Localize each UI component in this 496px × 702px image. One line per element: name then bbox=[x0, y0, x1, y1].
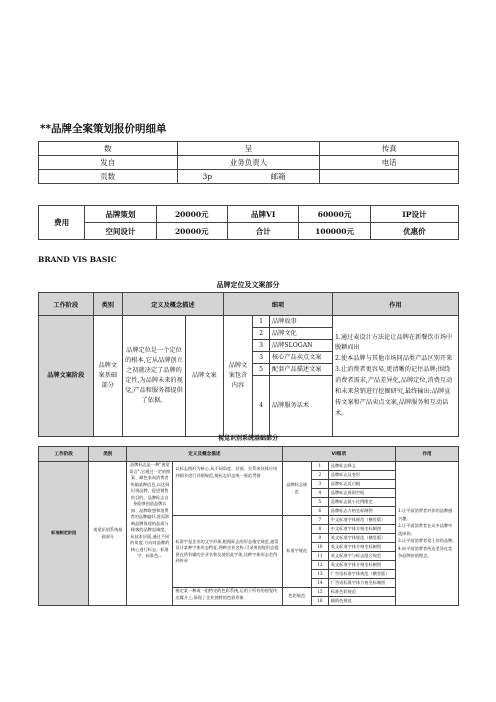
item-no: 8 bbox=[311, 525, 328, 534]
item-name: 品牌标志及变形 bbox=[328, 471, 395, 480]
item-name: 品牌服务话术 bbox=[269, 376, 332, 437]
item-no: 16 bbox=[311, 597, 328, 606]
item-name: 品牌故事 bbox=[269, 316, 332, 328]
category-cell: 视觉识别系统基础部分 bbox=[89, 462, 127, 606]
table-header-row bbox=[39, 447, 459, 462]
item-no: 2 bbox=[311, 471, 328, 480]
fee-cell: 合计 bbox=[227, 223, 298, 240]
item-no: 13 bbox=[311, 570, 328, 579]
item-no: 12 bbox=[311, 561, 328, 570]
col-header: 定义及概念描述 bbox=[127, 447, 282, 462]
fee-cell: 优惠价 bbox=[370, 223, 458, 240]
item-no: 10 bbox=[311, 543, 328, 552]
copywriting-table bbox=[38, 292, 459, 437]
item-name: 配套产品描述文案 bbox=[269, 364, 332, 376]
item-no: 2 bbox=[253, 328, 270, 340]
info-cell bbox=[320, 170, 459, 184]
info-cell: 发自 bbox=[39, 156, 178, 170]
section1-title: 品牌定位及文案部分 bbox=[216, 281, 280, 289]
item-no: 5 bbox=[311, 498, 328, 507]
info-row bbox=[39, 142, 459, 156]
col-header: 工作阶段 bbox=[39, 293, 94, 316]
fee-cell: 60000元 bbox=[299, 206, 370, 223]
table-row bbox=[39, 462, 459, 471]
item-name: 辅助色规范 bbox=[328, 597, 395, 606]
fee-cell: IP设计 bbox=[370, 206, 458, 223]
item-name: 广告语标准字体方格坐标制图 bbox=[328, 579, 395, 588]
item-name: 英文标准字体规范（横竖版） bbox=[328, 534, 395, 543]
item-name: 品牌SLOGAN bbox=[269, 340, 332, 352]
effect-cell: 1.让平面消费者对你的品牌感兴趣; 2.让平面消费者在众多品牌中选择你; 3.让平面消费者爱上你的品牌; 4.向平面消费者传达差异化竞争品牌价值理念。 bbox=[395, 462, 458, 606]
table-header-row bbox=[39, 293, 459, 316]
fee-cell: 空间设计 bbox=[85, 223, 156, 240]
item-no: 5 bbox=[253, 364, 270, 376]
group-label: 标准字规范 bbox=[282, 516, 311, 588]
item-no: 9 bbox=[311, 534, 328, 543]
info-cell: 页数 bbox=[39, 170, 178, 184]
item-name: 核心产品卖点文案 bbox=[269, 352, 332, 364]
stage-cell: 品牌文案阶段 bbox=[39, 316, 94, 437]
item-no: 3 bbox=[253, 340, 270, 352]
item-name: 品牌标志周围空间 bbox=[328, 489, 395, 498]
subcategory-cell: 品牌文案 bbox=[185, 316, 223, 437]
item-name: 英文标准字体方格坐标制图 bbox=[328, 543, 395, 552]
info-cell: 3p bbox=[177, 170, 237, 184]
group-label: 品牌标志规范 bbox=[282, 462, 311, 516]
info-cell: 传真 bbox=[320, 142, 459, 156]
item-no: 3 bbox=[253, 352, 270, 364]
col-header: 作用 bbox=[395, 447, 458, 462]
col-header: 定义及概念描述 bbox=[122, 293, 223, 316]
item-no: 4 bbox=[311, 489, 328, 498]
fee-row bbox=[39, 206, 459, 223]
item-no: 3 bbox=[311, 480, 328, 489]
item-name: 英文标准字体方格坐标制图 bbox=[328, 561, 395, 570]
info-row bbox=[39, 156, 459, 170]
fee-table bbox=[38, 205, 459, 240]
item-no: 11 bbox=[311, 552, 328, 561]
group-desc: 以标志图形为核心,从不同角度、层面、关系来具体应用到细节进行详细规范,使标志形态统一规范贯彻 bbox=[173, 462, 282, 516]
group-label: 色彩规范 bbox=[282, 588, 311, 606]
item-name: 品牌标志方格坐标制图 bbox=[328, 507, 395, 516]
definition-cell: 品牌标志是一种"视觉语言",它通过一定的图案、颜色来向消费者传输某种信息,以达到识别品牌、促进销售的目的。品牌标志自身能够创造品牌认知、品牌联想和消费者的品牌偏好,进而影响品牌体现的品质与顾客的品牌忠诚度。从技术层面,通过不同的角度,方向对品牌的核心进行标志、标准字、标准色... bbox=[127, 462, 173, 606]
vi-table bbox=[38, 446, 459, 606]
col-header: 工作阶段 bbox=[39, 447, 89, 462]
item-name: 英文标准字与标志组合规范 bbox=[328, 552, 395, 561]
category-cell: 品牌文案基础部分 bbox=[93, 316, 122, 437]
item-name: 品牌文化 bbox=[269, 328, 332, 340]
item-name: 品牌标志最小比例限定 bbox=[328, 498, 395, 507]
fee-cell: 100000元 bbox=[299, 223, 370, 240]
info-cell: 数 bbox=[39, 142, 178, 156]
item-no: 4 bbox=[253, 376, 270, 437]
fee-cell: 20000元 bbox=[156, 223, 227, 240]
info-cell: 电话 bbox=[320, 156, 459, 170]
definition-cell: 品牌定位是一个定位的根本,它从品牌创立之初就决定了品牌的定性,为品牌未来的视觉,产品和服务都提供了依据。 bbox=[122, 316, 185, 437]
subdesc-cell: 品牌文案包含内容 bbox=[223, 316, 252, 437]
col-header: 类别 bbox=[93, 293, 122, 316]
item-name: 品牌标志释义 bbox=[328, 462, 395, 471]
item-name: 中文标准字体方格坐标制图 bbox=[328, 525, 395, 534]
item-no: 7 bbox=[311, 516, 328, 525]
contact-info-table bbox=[38, 141, 459, 184]
col-header: 类别 bbox=[89, 447, 127, 462]
stage-cell: 标准制定阶段 bbox=[39, 462, 89, 606]
item-no: 15 bbox=[311, 588, 328, 597]
item-no: 14 bbox=[311, 579, 328, 588]
section2-title: 视觉识别系统基础部分 bbox=[217, 435, 278, 442]
fee-cell: 品牌VI bbox=[227, 206, 298, 223]
item-name: 标准色彩规范 bbox=[328, 588, 395, 597]
brand-basic-heading: BRAND VIS BASIC bbox=[38, 255, 117, 264]
col-header: VI细项 bbox=[282, 447, 395, 462]
group-desc: 指定某一种或一组特定的色彩系统,运用于所有的视觉传达媒介上,体现了企业独特的色彩形象 bbox=[173, 588, 282, 606]
info-cell: 邮箱 bbox=[237, 170, 320, 184]
item-no: 6 bbox=[311, 507, 328, 516]
fee-row bbox=[39, 223, 459, 240]
document-title: **品牌全案策划报价明细单 bbox=[40, 123, 167, 135]
info-cell: 业务负责人 bbox=[177, 156, 320, 170]
item-name: 中文标准字体规范（横竖版） bbox=[328, 516, 395, 525]
item-name: 品牌标志反白稿 bbox=[328, 480, 395, 489]
group-desc: 标准字是企业的文字形象,根据标志的形态指定规范,通常设计某种字体形态特征,两种企业名称,可采用视觉形态提供在所有媒的企业名称及使用此字体,这种字体形态会得到传承 bbox=[173, 516, 282, 588]
fee-cell: 20000元 bbox=[156, 206, 227, 223]
col-header: 细项 bbox=[223, 293, 332, 316]
item-no: 1 bbox=[311, 462, 328, 471]
effect-cell: 1.通过麦设计方法论让品牌在新餐饮市场中脱颖而出 2.使本品牌与其他市场同品类产品区别开来 3.让消费者更容易,更清晰的记住品牌;围绕消费者需求,产品差异化,品牌定位,消费互动和未来营销进行挖掘研究,最终输出:品牌宣传文案和产品卖点文案,品牌服务和互动话术。 bbox=[332, 316, 458, 437]
fee-label: 费用 bbox=[39, 206, 85, 240]
info-cell: 呈 bbox=[177, 142, 320, 156]
col-header: 作用 bbox=[332, 293, 458, 316]
table-row bbox=[39, 316, 459, 328]
item-no: 1 bbox=[253, 316, 270, 328]
item-name: 广告语标准字体规范（横竖版） bbox=[328, 570, 395, 579]
fee-cell: 品牌策划 bbox=[85, 206, 156, 223]
info-row bbox=[39, 170, 459, 184]
